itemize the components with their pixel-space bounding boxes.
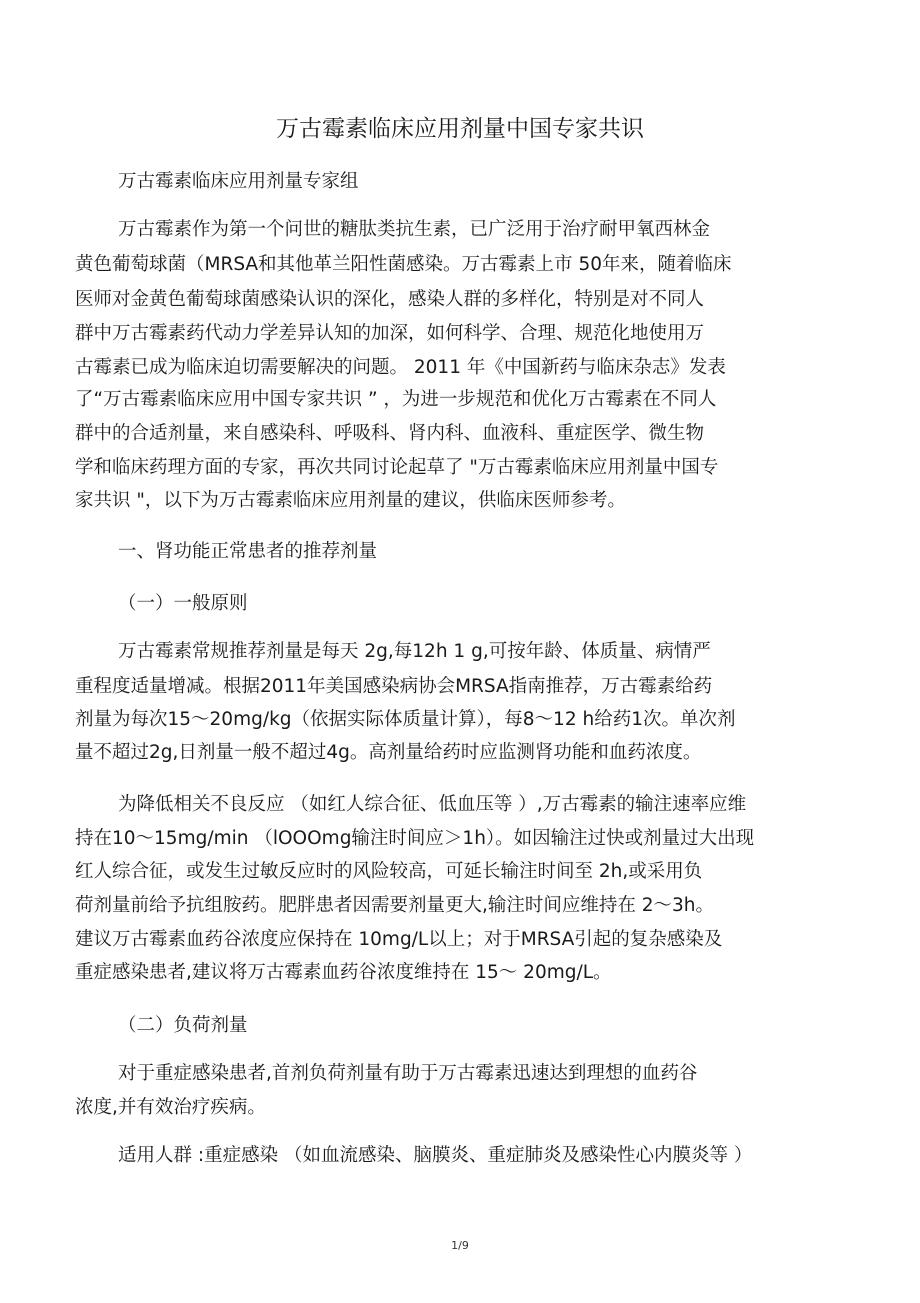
body-line: 为降低相关不良反应 （如红人综合征、低血压等 ）,万古霉素的输注速率应维 bbox=[118, 794, 747, 815]
intro-line: 医师对金黄色葡萄球菌感染认识的深化，感染人群的多样化，特别是对不同人 bbox=[75, 289, 705, 310]
body-line: 荷剂量前给予抗组胺药。肥胖患者因需要剂量更大,输注时间应维持在 2～3h。 bbox=[75, 895, 715, 916]
body-line: 持在10～15mg/min （lOOOmg输注时间应＞1h）。如因输注过快或剂量过大出现 bbox=[75, 828, 755, 849]
author-line: 万古霉素临床应用剂量专家组 bbox=[118, 171, 359, 192]
intro-line: 了“万古霉素临床应用中国专家共识 ” ，为进一步规范和优化万古霉素在不同人 bbox=[75, 389, 717, 410]
page-title: 万古霉素临床应用剂量中国专家共识 bbox=[276, 116, 644, 142]
intro-line: 学和临床药理方面的专家，再次共同讨论起草了 "万古霉素临床应用剂量中国专 bbox=[75, 457, 719, 478]
body-line: 量不超过2g,日剂量一般不超过4g。高剂量给药时应监测肾功能和血药浓度。 bbox=[75, 742, 702, 763]
subsection-heading: （一）一般原则 bbox=[118, 593, 248, 614]
body-line: 剂量为每次15～20mg/kg（依据实际体质量计算），每8～12 h给药1次。单次剂 bbox=[75, 709, 736, 730]
subsection-heading: （二）负荷剂量 bbox=[118, 1015, 248, 1036]
intro-line: 家共识 "，以下为万古霉素临床应用剂量的建议，供临床医师参考。 bbox=[75, 490, 626, 511]
intro-line: 群中的合适剂量，来自感染科、呼吸科、肾内科、血液科、重症医学、微生物 bbox=[75, 423, 705, 444]
body-line: 对于重症感染患者,首剂负荷剂量有助于万古霉素迅速达到理想的血药谷 bbox=[118, 1063, 698, 1084]
section-heading: 一、肾功能正常患者的推荐剂量 bbox=[118, 541, 378, 562]
intro-line: 群中万古霉素药代动力学差异认知的加深，如何科学、合理、规范化地使用万 bbox=[75, 323, 705, 344]
page-number: 1/9 bbox=[451, 1239, 469, 1252]
body-line: 浓度,并有效治疗疾病。 bbox=[75, 1097, 266, 1118]
body-line: 红人综合征，或发生过敏反应时的风险较高，可延长输注时间至 2h,或采用负 bbox=[75, 861, 703, 882]
intro-line: 古霉素已成为临床迫切需要解决的问题。 2011 年《中国新药与临床杂志》发表 bbox=[75, 357, 726, 378]
intro-line: 万古霉素作为第一个问世的糖肽类抗生素，已广泛用于治疗耐甲氧西林金 bbox=[118, 219, 711, 240]
body-line: 适用人群 :重症感染 （如血流感染、脑膜炎、重症肺炎及感染性心内膜炎等 ） bbox=[118, 1145, 753, 1166]
intro-line: 黄色葡萄球菌（MRSA和其他革兰阳性菌感染。万古霉素上市 50年来，随着临床 bbox=[75, 254, 732, 275]
body-line: 重程度适量增减。根据2011年美国感染病协会MRSA指南推荐，万古霉素给药 bbox=[75, 676, 713, 697]
body-line: 万古霉素常规推荐剂量是每天 2g,每12h 1 g,可按年龄、体质量、病情严 bbox=[118, 641, 711, 662]
body-line: 重症感染患者,建议将万古霉素血药谷浓度维持在 15～ 20mg/L。 bbox=[75, 962, 612, 983]
body-line: 建议万古霉素血药谷浓度应保持在 10mg/L以上；对于MRSA引起的复杂感染及 bbox=[75, 929, 723, 950]
